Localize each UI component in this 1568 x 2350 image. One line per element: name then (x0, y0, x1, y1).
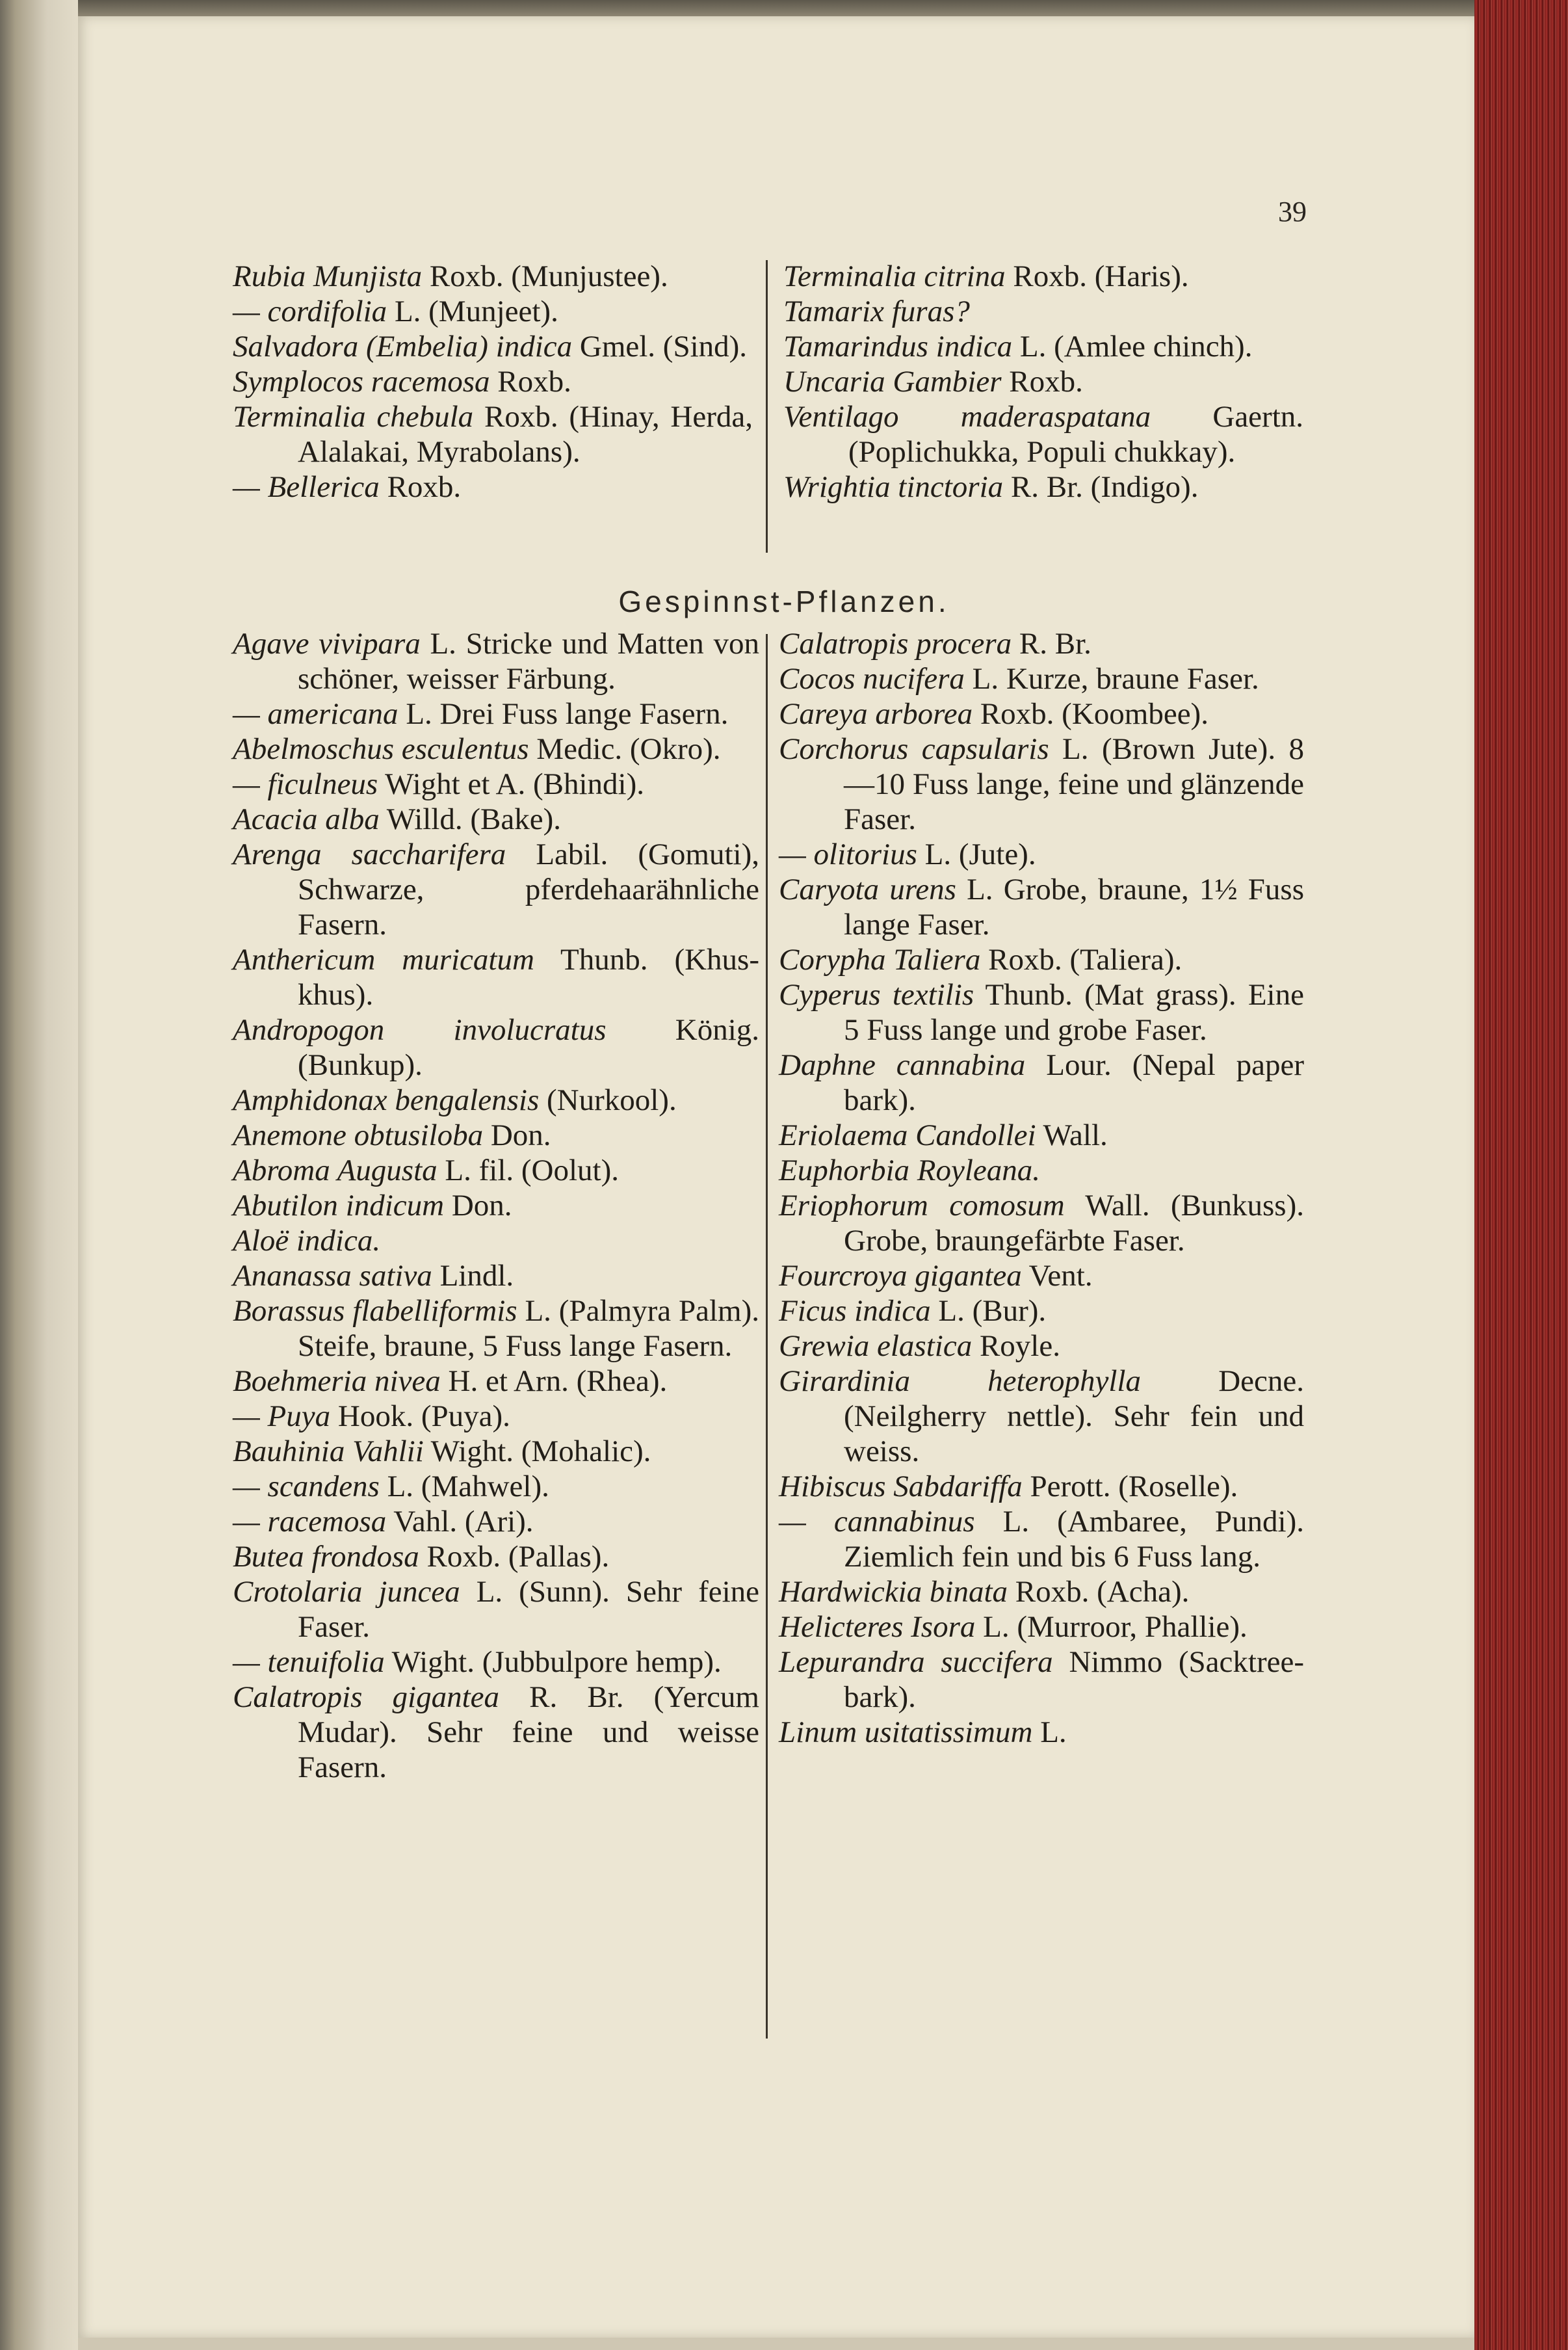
plant-details: Roxb. (Haris). (1005, 259, 1189, 293)
plant-name: Aloë indica. (233, 1224, 381, 1258)
plant-details: L. (Brown Jute). 8—10 Fuss lange, feine und glänzende Faser. (844, 732, 1305, 836)
plant-name: Cocos nucifera (779, 662, 965, 696)
plant-name: — Bellerica (233, 470, 380, 504)
plant-entry (233, 294, 753, 329)
book-page-edges (1474, 0, 1568, 2350)
plant-details: L. (Palmyra Palm). Steife, braune, 5 Fuss lange Fasern. (298, 1294, 759, 1363)
plant-details: Roxb. (379, 470, 462, 504)
plant-name: Salvadora (Embelia) indica (233, 330, 573, 363)
plant-name: Careya arborea (779, 697, 973, 731)
plant-details: Wight. (Mohalic). (423, 1434, 651, 1468)
plant-details: Vahl. (Ari). (386, 1505, 534, 1538)
plant-details: L. (1032, 1715, 1067, 1749)
plant-entry (233, 1188, 759, 1223)
plant-entry (233, 1012, 759, 1083)
plant-entry (233, 329, 753, 364)
plant-details: L. (Bur). (930, 1294, 1047, 1328)
plant-name: Butea frondosa (233, 1540, 419, 1574)
plant-details: Willd. (Bake). (379, 802, 561, 836)
section2-left-column (233, 626, 759, 1785)
plant-details: L. (Murroor, Phallie). (975, 1610, 1248, 1644)
plant-entry (779, 1574, 1304, 1609)
plant-name: Daphne cannabina (779, 1048, 1026, 1082)
plant-name: Euphorbia Royleana. (779, 1154, 1041, 1187)
plant-entry (779, 1118, 1304, 1153)
plant-name: Agave vivipara (233, 627, 421, 661)
plant-details: König. (Bunkup). (298, 1013, 760, 1082)
plant-details: L. (Sunn). Sehr feine Faser. (298, 1575, 760, 1644)
page-number: 39 (1278, 196, 1307, 228)
plant-name: Cyperus textilis (779, 978, 974, 1012)
plant-name: — americana (233, 697, 399, 731)
plant-name: Calatropis gigantea (233, 1680, 499, 1714)
plant-entry (233, 364, 753, 399)
plant-name: Tamarindus indica (783, 330, 1013, 363)
plant-entry (783, 259, 1303, 294)
plant-details: L. (Jute). (917, 838, 1036, 871)
plant-details: Roxb. (Acha). (1008, 1575, 1190, 1609)
plant-name: Corypha Taliera (779, 943, 981, 977)
plant-details: Roxb. (Pallas). (419, 1540, 610, 1574)
plant-details: L. Kurze, braune Faser. (964, 662, 1259, 696)
book-top-edge (0, 0, 1474, 16)
plant-details: L. (Ambaree, Pundi). Ziemlich fein und bis 6 Fuss lang. (844, 1505, 1304, 1574)
plant-name: — ficulneus (233, 767, 378, 801)
plant-name: Corchorus capsularis (779, 732, 1049, 766)
plant-details: Hook. (Puya). (330, 1399, 510, 1433)
plant-details: Wall. (1036, 1118, 1108, 1152)
plant-entry (779, 1188, 1304, 1258)
plant-name: Abutilon indicum (233, 1189, 445, 1222)
plant-name: Tamarix furas? (783, 295, 970, 328)
plant-details: Lour. (Nepal paper bark). (844, 1048, 1304, 1117)
plant-entry (779, 1469, 1304, 1504)
plant-entry (779, 1258, 1304, 1293)
plant-name: Rubia Munjista (233, 259, 423, 293)
book-gutter (0, 0, 78, 2350)
plant-details: L. fil. (Oolut). (437, 1154, 620, 1187)
plant-entry (233, 469, 753, 505)
plant-name: Crotolaria juncea (233, 1575, 460, 1609)
plant-details: (Nurkool). (539, 1083, 677, 1117)
plant-entry (783, 294, 1303, 329)
plant-details: R. Br. (Yercum Mudar). Sehr feine und weisse Fasern. (298, 1680, 759, 1784)
plant-name: Acacia alba (233, 802, 380, 836)
plant-entry (233, 1223, 759, 1258)
plant-name: Symplocos racemosa (233, 365, 490, 399)
plant-entry (233, 1258, 759, 1293)
plant-name: — Puya (233, 1399, 331, 1433)
plant-details: Decne. (Neilgherry nettle). Sehr fein und weiss. (844, 1364, 1304, 1468)
plant-name: Bauhinia Vahlii (233, 1434, 424, 1468)
plant-name: Terminalia citrina (783, 259, 1006, 293)
plant-name: Arenga saccharifera (233, 838, 506, 871)
plant-name: Anemone obtusiloba (233, 1118, 484, 1152)
plant-entry (779, 872, 1304, 942)
plant-details: L. Stricke und Matten von schöner, weisser Färbung. (298, 627, 759, 696)
plant-entry (233, 1083, 759, 1118)
plant-details: Roxb. (1001, 365, 1083, 399)
plant-entry (233, 1364, 759, 1399)
plant-entry (779, 732, 1304, 837)
plant-name: Fourcroya gigantea (779, 1259, 1022, 1293)
plant-entry (779, 626, 1304, 661)
plant-details: Don. (444, 1189, 512, 1222)
plant-entry (233, 696, 759, 732)
plant-entry (783, 469, 1303, 505)
plant-name: Andropogon involucratus (233, 1013, 607, 1047)
plant-entry (779, 837, 1304, 872)
column-divider-2 (766, 634, 768, 2039)
plant-entry (783, 364, 1303, 399)
plant-name: Eriolaema Candollei (779, 1118, 1036, 1152)
plant-name: Hardwickia binata (779, 1575, 1008, 1609)
plant-entry (233, 1118, 759, 1153)
plant-name: Grewia elastica (779, 1329, 973, 1363)
plant-name: Calatropis procera (779, 627, 1012, 661)
plant-name: Boehmeria nivea (233, 1364, 441, 1398)
plant-name: — scandens (233, 1470, 380, 1503)
plant-name: Anthericum muricatum (233, 943, 534, 977)
plant-entry (233, 1504, 759, 1539)
plant-details: Roxb. (490, 365, 571, 399)
plant-details: Thunb. (Khus-khus). (298, 943, 759, 1012)
plant-entry (233, 1399, 759, 1434)
plant-name: — tenuifolia (233, 1645, 385, 1679)
plant-entry (779, 1048, 1304, 1118)
plant-name: Borassus flabelliformis (233, 1294, 517, 1328)
plant-name: Wrightia tinctoria (783, 470, 1004, 504)
plant-details: Medic. (Okro). (529, 732, 721, 766)
plant-name: Uncaria Gambier (783, 365, 1002, 399)
plant-details: Lindl. (432, 1259, 514, 1293)
plant-details: Thunb. (Mat grass). Eine 5 Fuss lange und grobe Faser. (844, 978, 1304, 1047)
plant-name: Abelmoschus esculentus (233, 732, 529, 766)
plant-name: Amphidonax bengalensis (233, 1083, 540, 1117)
plant-entry (233, 1153, 759, 1188)
plant-entry (233, 1539, 759, 1574)
plant-name: Lepurandra succifera (779, 1645, 1053, 1679)
plant-details: Wight. (Jubbulpore hemp). (384, 1645, 722, 1679)
plant-details: Perott. (Roselle). (1022, 1470, 1238, 1503)
plant-entry (779, 1293, 1304, 1328)
plant-name: Terminalia chebula (233, 400, 474, 434)
plant-entry (233, 802, 759, 837)
plant-entry (233, 732, 759, 767)
plant-details: Roxb. (Taliera). (980, 943, 1183, 977)
plant-name: Caryota urens (779, 873, 956, 906)
plant-name: — racemosa (233, 1505, 387, 1538)
plant-details: L. (Mahwel). (379, 1470, 549, 1503)
plant-name: Ficus indica (779, 1294, 931, 1328)
plant-details: Don. (483, 1118, 551, 1152)
plant-name: — cordifolia (233, 295, 387, 328)
plant-details: Roxb. (Munjustee). (422, 259, 668, 293)
plant-entry (233, 837, 759, 942)
plant-entry (783, 399, 1303, 469)
plant-details: Gaertn. (Poplichukka, Populi chukkay). (848, 400, 1304, 469)
plant-entry (779, 1328, 1304, 1364)
plant-details: L. (Amlee chinch). (1012, 330, 1253, 363)
plant-entry (233, 942, 759, 1012)
plant-entry (233, 399, 753, 469)
plant-entry (779, 1644, 1304, 1715)
plant-details: Gmel. (Sind). (572, 330, 748, 363)
plant-entry (779, 942, 1304, 977)
plant-details: Vent. (1021, 1259, 1093, 1293)
plant-details: Roxb. (Koombee). (973, 697, 1209, 731)
plant-details: Labil. (Gomuti), Schwarze, pferdehaarähnliche Fasern. (298, 838, 760, 942)
plant-entry (233, 1574, 759, 1644)
plant-entry (233, 1434, 759, 1469)
section1-right-column (783, 259, 1303, 505)
plant-details: Nimmo (Sacktree-bark). (844, 1645, 1304, 1714)
plant-details: L. Grobe, braune, 1½ Fuss lange Faser. (844, 873, 1304, 942)
plant-entry (233, 1469, 759, 1504)
plant-details: H. et Arn. (Rhea). (440, 1364, 668, 1398)
plant-entry (233, 626, 759, 696)
plant-name: Linum usitatissimum (779, 1715, 1033, 1749)
plant-entry (779, 1153, 1304, 1188)
column-divider-1 (766, 260, 768, 553)
plant-name: Hibiscus Sabdariffa (779, 1470, 1023, 1503)
plant-details: Wight et A. (Bhindi). (378, 767, 645, 801)
plant-entry (779, 1715, 1304, 1750)
section1-left-column (233, 259, 753, 505)
plant-entry (779, 1364, 1304, 1469)
plant-name: Eriophorum comosum (779, 1189, 1065, 1222)
plant-name: Girardinia heterophylla (779, 1364, 1141, 1398)
plant-name: Ananassa sativa (233, 1259, 432, 1293)
plant-details: Roxb. (Hinay, Herda, Alalakai, Myrabolans). (298, 400, 753, 469)
plant-entry (779, 696, 1304, 732)
plant-entry (233, 1293, 759, 1364)
plant-details: Wall. (Bunkuss). Grobe, braungefärbte Faser. (844, 1189, 1304, 1258)
plant-name: Helicteres Isora (779, 1610, 976, 1644)
plant-name: Abroma Augusta (233, 1154, 438, 1187)
plant-details: R. Br. (Indigo). (1003, 470, 1199, 504)
plant-entry (783, 329, 1303, 364)
plant-details: L. Drei Fuss lange Fasern. (398, 697, 729, 731)
plant-details: L. (Munjeet). (387, 295, 558, 328)
plant-entry (779, 1609, 1304, 1644)
plant-details: R. Br. (1012, 627, 1091, 661)
plant-entry (779, 1504, 1304, 1574)
plant-entry (233, 259, 753, 294)
section-heading: Gespinnst-Pflanzen. (618, 585, 950, 618)
plant-entry (233, 1644, 759, 1680)
plant-entry (779, 661, 1304, 696)
plant-name: — olitorius (779, 838, 917, 871)
plant-name: — cannabinus (779, 1505, 975, 1538)
section2-right-column (779, 626, 1304, 1750)
plant-entry (779, 977, 1304, 1048)
plant-details: Royle. (972, 1329, 1060, 1363)
plant-entry (233, 767, 759, 802)
plant-entry (233, 1680, 759, 1785)
plant-name: Ventilago maderaspatana (783, 400, 1151, 434)
